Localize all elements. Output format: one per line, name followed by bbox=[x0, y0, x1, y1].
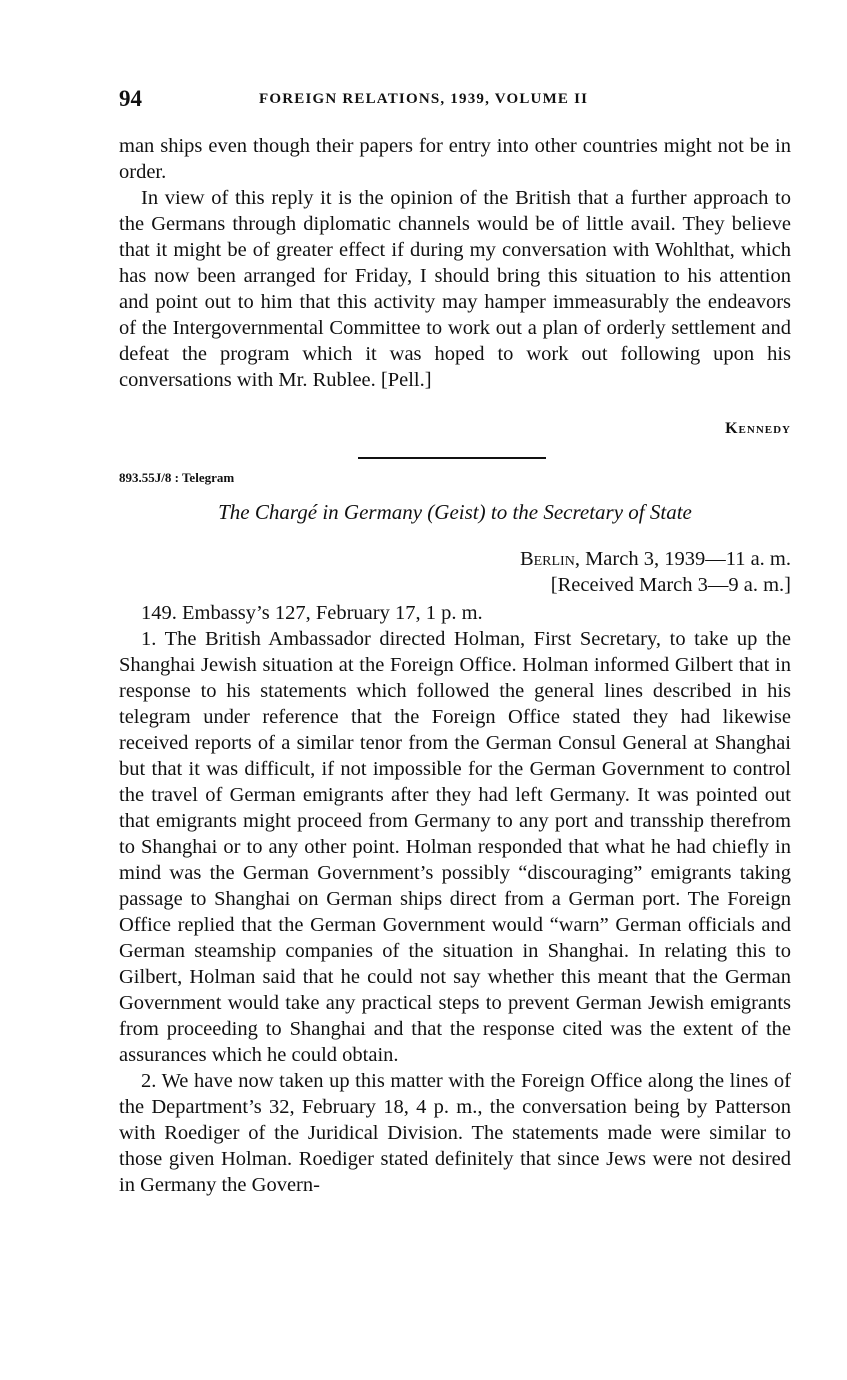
reference-line: 149. Embassy’s 127, February 17, 1 p. m. bbox=[141, 602, 483, 624]
telegram-text bbox=[119, 600, 791, 1198]
dateline bbox=[520, 548, 791, 571]
section-divider bbox=[358, 457, 546, 459]
dateline-date: , March 3, 1939—11 a. m. bbox=[574, 548, 791, 570]
continuation-paragraph: man ships even though their papers for entry into other countries might not be in order. bbox=[119, 135, 791, 183]
dateline-place: Berlin bbox=[519, 548, 575, 570]
previous-document-text bbox=[119, 133, 791, 393]
document-title: The Chargé in Germany (Geist) to the Secretary of State bbox=[218, 500, 692, 524]
received-line: [Received March 3—9 a. m.] bbox=[550, 574, 791, 596]
body-paragraph: In view of this reply it is the opinion of the British that a further approach to the Germans through diplomatic channels would be of little avail. They believe that it might be of greater effect if during my conversation with Wohlthat, which has now been arranged for Friday, I should bring this situation to his attention and point out to him that this activity may hamper immeasurably the endeavors of the Intergovernmental Committee to work out a plan of orderly settlement and defeat the program which it was hoped to work out following upon his conversations with Mr. Rublee. [Pell.] bbox=[119, 187, 791, 391]
page-header bbox=[119, 86, 791, 116]
body-paragraph: 1. The British Ambassador directed Holman, First Secretary, to take up the Shanghai Jewish situation at the Foreign Office. Holman informed Gilbert that in response to his statements which followed the general lines described in his telegram under reference that the Foreign Office stated they had likewise received reports of a similar tenor from the German Consul General at Shanghai but that it was difficult, if not impossible for the German Government to control the travel of German emigrants after they had left Germany. It was pointed out that emigrants might proceed from Germany to any port and transship therefrom to Shanghai or to any other point. Holman responded that what he had chiefly in mind was the German Government’s possibly “discouraging” emigrants taking passage to Shanghai on German ships direct from a German port. The Foreign Office replied that the German Government would “warn” German officials and German steamship companies of the situation in Shanghai. In relating this to Gilbert, Holman said that he could not say whether this meant that the German Government would take any practical steps to prevent German Jewish emigrants from proceeding to Shanghai and that the response cited was the extent of the assurances which he could obtain. bbox=[119, 628, 791, 1066]
file-number: 893.55J/8 : Telegram bbox=[119, 470, 235, 485]
signature: Kennedy bbox=[725, 420, 791, 437]
page-number: 94 bbox=[119, 86, 142, 111]
body-paragraph: 2. We have now taken up this matter with the Foreign Office along the lines of the Department’s 32, February 18, 4 p. m., the conversation being by Patterson with Roediger of the Juridical Division. The statements made were similar to those given Holman. Roediger stated definitely that since Jews were not desired in Germany the Govern- bbox=[119, 1070, 791, 1196]
running-head: FOREIGN RELATIONS, 1939, VOLUME II bbox=[259, 91, 589, 107]
